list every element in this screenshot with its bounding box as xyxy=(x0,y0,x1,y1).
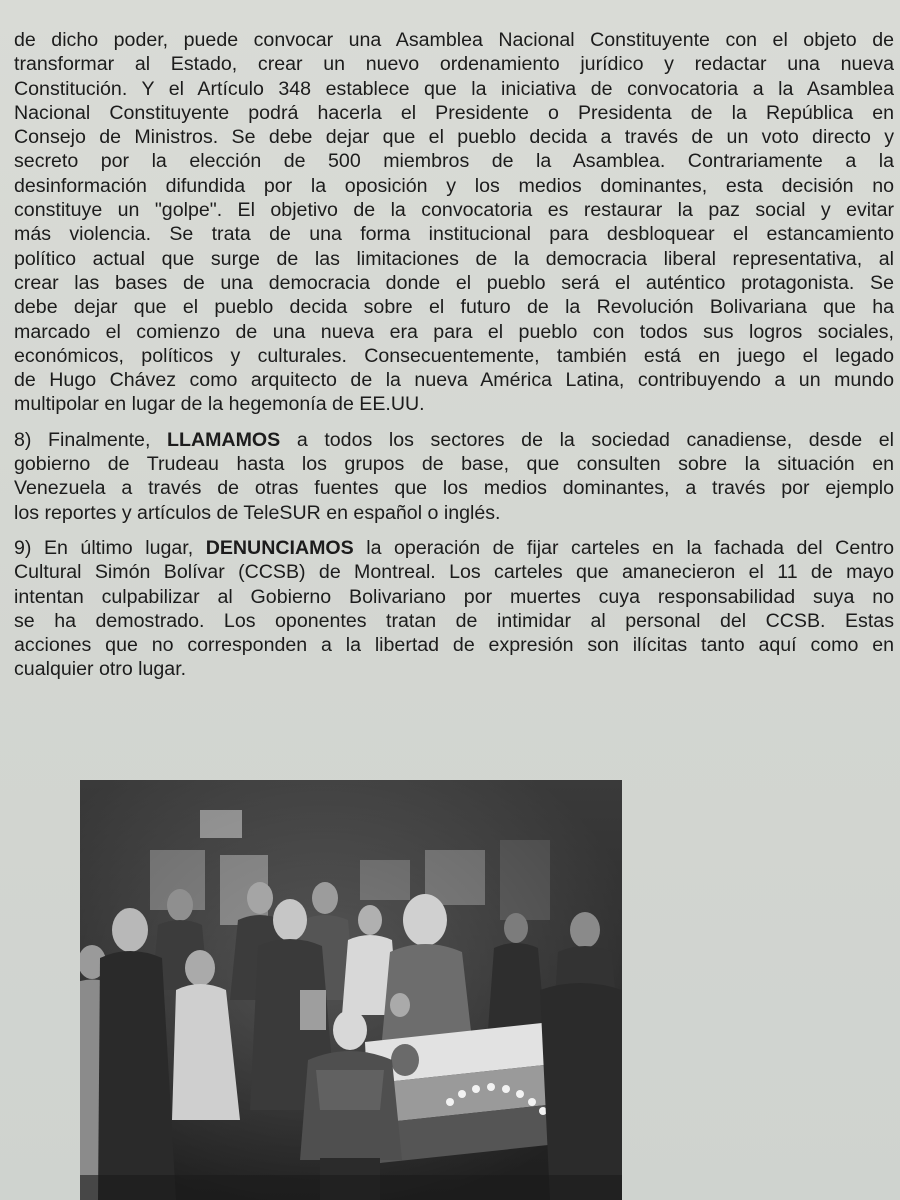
paragraph-9-lead: 9) En último lugar, xyxy=(14,536,206,559)
paragraph-8-keyword: LLAMAMOS xyxy=(167,428,281,451)
text-line: se ha demostrado. Los oponentes tratan de intimidar al personal del CCSB. Estas xyxy=(14,609,894,632)
paragraph-9 xyxy=(14,536,894,682)
paragraph-8 xyxy=(14,428,894,525)
text-line: constituye un "golpe". El objetivo de la convocatoria es restaurar la paz social y evitar xyxy=(14,199,894,222)
group-photo xyxy=(80,780,622,1200)
paragraph-9-rest: la operación de fijar carteles en la fachada del Centro xyxy=(353,536,894,559)
text-line: Consejo de Ministros. Se debe dejar que el pueblo decida a través de un voto directo y xyxy=(14,126,894,149)
text-line: debe dejar que el pueblo decida sobre el futuro de la Revolución Bolivariana que ha xyxy=(14,296,894,319)
text-line: Constitución. Y el Artículo 348 establece que la iniciativa de convocatoria a la Asamblea xyxy=(14,77,894,100)
text-line: más violencia. Se trata de una forma institucional para desbloquear el estancamiento xyxy=(14,223,894,246)
text-line: de dicho poder, puede convocar una Asamblea Nacional Constituyente con el objeto de xyxy=(14,29,894,51)
body-text xyxy=(14,28,894,682)
text-line: Cultural Simón Bolívar (CCSB) de Montreal. Los carteles que amanecieron el 11 de mayo xyxy=(14,561,894,584)
text-line xyxy=(14,428,894,452)
text-line: Nacional Constituyente podrá hacerla el Presidente o Presidenta de la República en xyxy=(14,101,894,124)
paragraph-9-keyword: DENUNCIAMOS xyxy=(205,536,354,559)
text-line: transformar al Estado, crear un nuevo ordenamiento jurídico y redactar una nueva xyxy=(14,53,894,76)
paragraph-8-lead: 8) Finalmente, xyxy=(14,428,168,451)
text-line: multipolar en lugar de la hegemonía de EE.UU. xyxy=(14,393,425,416)
text-line: secreto por la elección de 500 miembros de la Asamblea. Contrariamente a la xyxy=(14,150,894,173)
text-line: intentan culpabilizar al Gobierno Bolivariano por muertes cuya responsabilidad suya no xyxy=(14,585,894,608)
text-line: económicos, políticos y culturales. Consecuentemente, también está en juego el legado xyxy=(14,344,894,367)
text-line: político actual que surge de las limitaciones de la democracia liberal representativa, al xyxy=(14,247,894,270)
text-line: acciones que no corresponden a la libertad de expresión son ilícitas tanto aquí como en xyxy=(14,634,894,657)
text-line: Venezuela a través de otras fuentes que los medios dominantes, a través por ejemplo xyxy=(14,477,894,500)
text-line: marcado el comienzo de una nueva era para el pueblo con todos sus logros sociales, xyxy=(14,320,894,343)
paragraph-8-rest: a todos los sectores de la sociedad canadiense, desde el xyxy=(280,428,894,451)
text-line: desinformación difundida por la oposición y los medios dominantes, esta decisión no xyxy=(14,174,894,197)
text-line: cualquier otro lugar. xyxy=(14,658,187,681)
text-line: los reportes y artículos de TeleSUR en español o inglés. xyxy=(14,501,501,524)
paragraph-7-continued xyxy=(14,28,894,417)
text-line: crear las bases de una democracia donde el pueblo será el auténtico protagonista. Se xyxy=(14,271,894,294)
text-line: de Hugo Chávez como arquitecto de la nueva América Latina, contribuyendo a un mundo xyxy=(14,369,894,392)
text-line: gobierno de Trudeau hasta los grupos de base, que consulten sobre la situación en xyxy=(14,453,894,476)
text-line xyxy=(14,536,894,560)
